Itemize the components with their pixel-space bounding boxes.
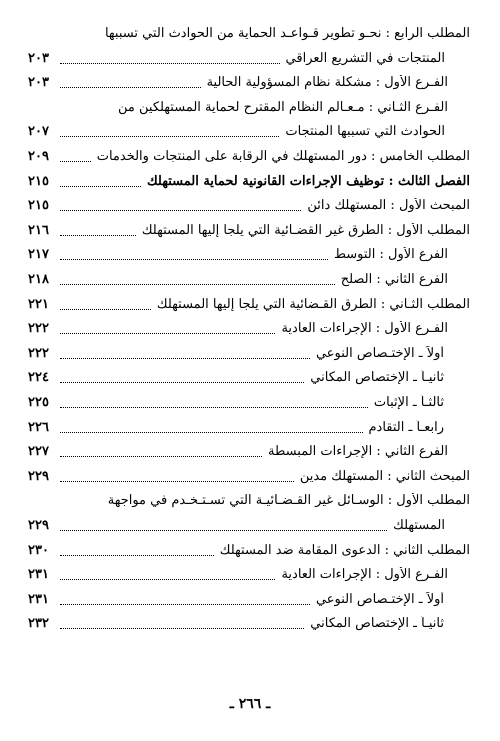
toc-entry-title: الفرع الثاني : الصلح: [340, 272, 448, 287]
toc-entry-title: المطلب الأول : الوسـائل غير القـضـائيـة التي تسـتـخـدم في مواجهة: [107, 493, 470, 509]
toc-page-number: ٢٢٥: [28, 395, 49, 410]
toc-entry-title: المطلب الخامس : دور المستهلك في الرقابة على المنتجات والخدمات: [96, 149, 470, 164]
toc-entry-title: الفصل الثالث : توظيف الإجراءات القانونية لحماية المستهلك: [146, 173, 470, 189]
dot-leader: [60, 232, 136, 236]
dot-leader: [60, 453, 262, 457]
toc-entry: [28, 512, 470, 534]
dot-leader: [60, 576, 275, 580]
toc-entry: [28, 586, 470, 608]
toc-entry-title: الفـرع الثـاني : مـعـالم النظام المقترح لحماية المستهلكين من: [118, 99, 448, 115]
dot-leader: [60, 552, 214, 556]
toc-page-number: ٢٣٠: [28, 542, 49, 558]
toc-page-number: ٢٢٧: [28, 444, 49, 460]
toc-entry-title: المطلب الثـاني : الطرق القـضائية التي يلجأ إليها المستهلك: [156, 296, 470, 312]
dot-leader: [60, 256, 328, 260]
toc-entry: [28, 217, 470, 239]
toc-entry-title: الفـرع الأول : مشكلة نظام المسؤولية الحالية: [206, 75, 448, 91]
toc-entry: [28, 364, 470, 386]
dot-leader: [60, 379, 304, 383]
toc-entry: [28, 537, 470, 559]
toc-entry: [28, 340, 470, 362]
dot-leader: [60, 625, 304, 629]
toc-entry-title: الفـرع الأول : الإجراءات العادية: [281, 567, 448, 583]
toc-entry-title: المطلب الرابع : نحـو تطوير قـواعـد الحماية من الحوادث التي تسببها: [104, 26, 470, 41]
dot-leader: [60, 183, 141, 187]
toc-page-number: ٢٢١: [28, 296, 49, 312]
toc-page-number: ٢٠٣: [28, 75, 49, 91]
toc-page-number: ٢٢٩: [28, 518, 49, 533]
dot-leader: [60, 207, 301, 211]
toc-entry: [28, 610, 470, 632]
toc-entry: [28, 414, 470, 436]
toc-entry: [28, 118, 470, 140]
toc-entry-title: ثانيـاً ـ الإختصاص المكاني: [310, 616, 444, 632]
toc-entry-continued: [28, 487, 470, 509]
toc-entry-title: المنتجات في التشريع العراقي: [285, 50, 445, 66]
dot-leader: [60, 355, 310, 359]
toc-entry-title: الحوادث التي تسببها المنتجات: [285, 124, 445, 140]
toc-page-number: ٢٢٢: [28, 321, 49, 337]
toc-entry-continued: [28, 94, 470, 116]
toc-entry: [28, 241, 470, 263]
toc-entry: [28, 561, 470, 583]
dot-leader: [60, 429, 363, 433]
toc-entry: [28, 291, 470, 313]
toc-entry-title: أولاً ـ الإختـصاص النوعي: [315, 345, 444, 361]
toc-entry-title: الفـرع الأول : الإجراءات العادية: [281, 321, 448, 337]
toc-entry-title: المبحث الأول : المستهلك دائن: [307, 198, 470, 214]
toc-entry: [28, 168, 470, 190]
toc-entry-title: ثانيـاً ـ الإختصاص المكاني: [310, 370, 444, 386]
dot-leader: [60, 281, 335, 285]
toc-page-number: ٢١٧: [28, 247, 49, 263]
toc-page-number: ٢٠٣: [28, 50, 49, 66]
dot-leader: [60, 527, 387, 531]
toc-entry-title: المستهلك: [393, 518, 445, 533]
toc-page-number: ٢٢٢: [28, 345, 49, 361]
toc-entry-title: المطلب الأول : الطرق غير القضـائية التي يلجأ إليها المستهلك: [141, 222, 470, 238]
dot-leader: [60, 478, 294, 482]
toc-entry-title: الفرع الثاني : الإجراءات المبسطة: [268, 444, 448, 460]
toc-page-number: ٢١٦: [28, 222, 49, 238]
toc-entry: [28, 192, 470, 214]
toc-page-number: ٢١٥: [28, 173, 49, 189]
toc-entry-continued: [28, 20, 470, 42]
toc-entry: [28, 45, 470, 67]
toc-page-number: ٢١٨: [28, 272, 49, 287]
toc-entry-title: ثالثـاً ـ الإثبات: [373, 395, 444, 410]
toc-page-number: ٢٣٢: [28, 616, 49, 632]
dot-leader: [60, 133, 279, 137]
toc-entry-title: المبحث الثاني : المستهلك مدين: [299, 468, 470, 484]
toc-page-number: ٢٢٩: [28, 468, 49, 484]
dot-leader: [60, 158, 91, 162]
page-number: ـ ٢٦٦ ـ: [229, 696, 271, 712]
toc-page-number: ٢٣١: [28, 567, 49, 583]
toc-entry: [28, 463, 470, 485]
toc-entry: [28, 266, 470, 288]
toc-page-number: ٢٢٤: [28, 370, 49, 386]
toc-entry-title: المطلب الثاني : الدعوى المقامة ضد المستهلك: [219, 542, 470, 558]
dot-leader: [60, 84, 201, 88]
toc-page-number: ٢٣١: [28, 591, 49, 607]
toc-page-number: ٢١٥: [28, 198, 49, 214]
toc-entry-title: رابعـاً ـ التقادم: [368, 419, 444, 435]
dot-leader: [60, 60, 280, 64]
dot-leader: [60, 601, 310, 605]
toc-entry: [28, 315, 470, 337]
dot-leader: [60, 330, 275, 334]
dot-leader: [60, 404, 368, 408]
toc-entry: [28, 389, 470, 411]
toc-page-number: ٢٠٩: [28, 149, 49, 164]
toc-entry-title: الفرع الأول : التوسط: [333, 247, 448, 263]
toc-entry-title: أولاً ـ الإختـصاص النوعي: [315, 591, 444, 607]
toc-entry: [28, 143, 470, 165]
toc-entry: [28, 69, 470, 91]
dot-leader: [60, 306, 151, 310]
toc-entry: [28, 438, 470, 460]
toc-page-number: ٢٢٦: [28, 419, 49, 435]
toc-page-number: ٢٠٧: [28, 124, 49, 140]
